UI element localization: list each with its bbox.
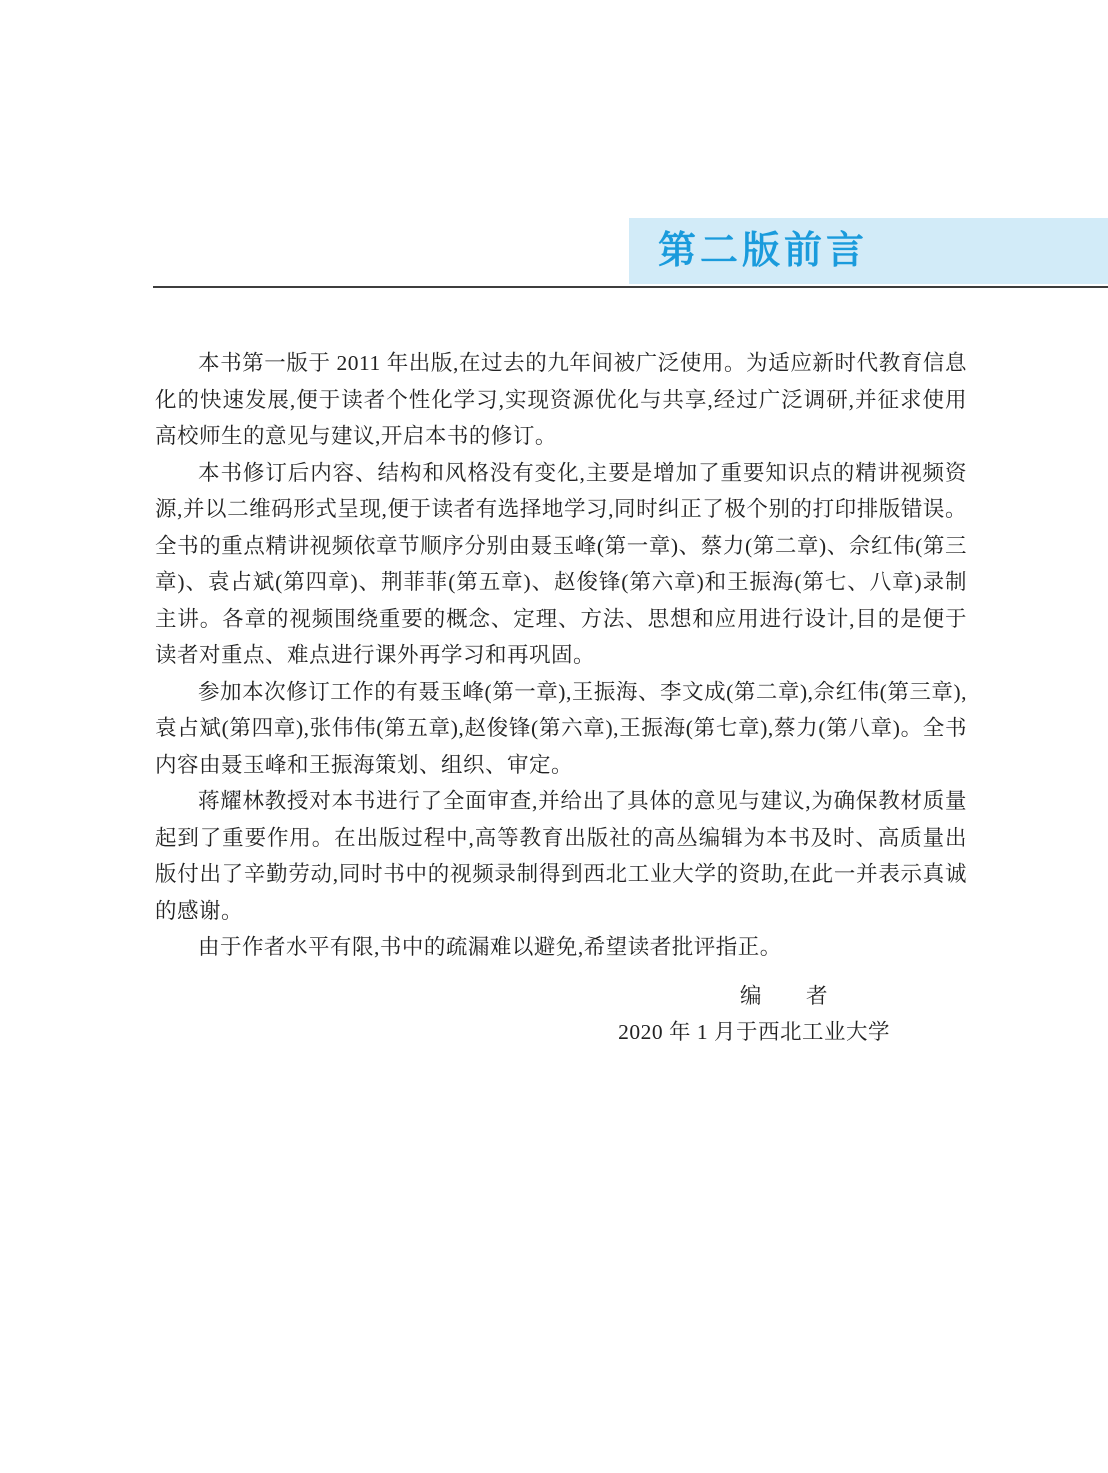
paragraph: 参加本次修订工作的有聂玉峰(第一章),王振海、李文成(第二章),佘红伟(第三章),袁占斌(第四章),张伟伟(第五章),赵俊锋(第六章),王振海(第七章),蔡力(第八章)。全书内容由聂玉峰和王振海策划、组织、审定。	[155, 679, 967, 777]
preface-body	[155, 345, 967, 1051]
paragraph: 本书第一版于 2011 年出版,在过去的九年间被广泛使用。为适应新时代教育信息化的快速发展,便于读者个性化学习,实现资源优化与共享,经过广泛调研,并征求使用高校师生的意见与建议,开启本书的修订。	[155, 351, 967, 448]
paragraph: 蒋耀林教授对本书进行了全面审查,并给出了具体的意见与建议,为确保教材质量起到了重要作用。在出版过程中,高等教育出版社的高丛编辑为本书及时、高质量出版付出了辛勤劳动,同时书中的视频录制得到西北工业大学的资助,在此一并表示真诚的感谢。	[155, 789, 967, 923]
paragraph: 由于作者水平有限,书中的疏漏难以避免,希望读者批评指正。	[198, 935, 782, 959]
page-title: 第二版前言	[658, 230, 869, 272]
signature-author: 编 者	[739, 983, 828, 1008]
signature-date: 2020 年 1 月于西北工业大学	[618, 1020, 890, 1044]
header-rule	[153, 286, 1108, 288]
title-banner	[629, 218, 1108, 284]
signature-block	[155, 978, 967, 1051]
paragraph: 本书修订后内容、结构和风格没有变化,主要是增加了重要知识点的精讲视频资源,并以二维码形式呈现,便于读者有选择地学习,同时纠正了极个别的打印排版错误。全书的重点精讲视频依章节顺序分别由聂玉峰(第一章)、蔡力(第二章)、佘红伟(第三章)、袁占斌(第四章)、荆菲菲(第五章)、赵俊锋(第六章)和王振海(第七、八章)录制主讲。各章的视频围绕重要的概念、定理、方法、思想和应用进行设计,目的是便于读者对重点、难点进行课外再学习和再巩固。	[155, 460, 967, 667]
